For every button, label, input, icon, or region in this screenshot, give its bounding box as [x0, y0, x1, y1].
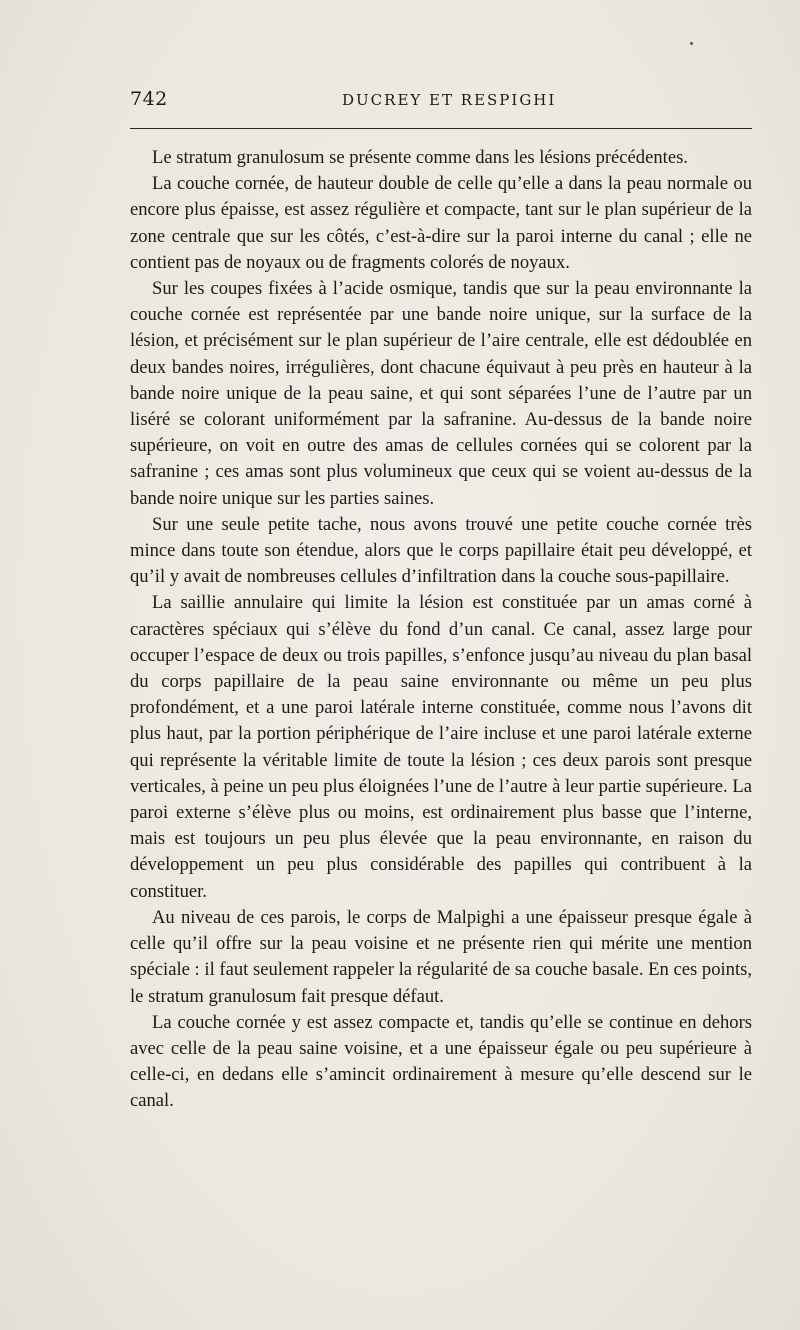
paragraph-2: La couche cornée, de hauteur double de celle qu’elle a dans la peau normale ou encore plus épaisse, est assez régulière et compacte, tant sur le plan supérieur de la zone centrale que sur les côtés, c’est-à-dire sur la paroi interne du canal ; elle ne contient pas de noyaux ou de fragments colorés de noyaux. [130, 173, 752, 273]
running-head [130, 88, 752, 114]
paragraph-7: La couche cornée y est assez compacte et, tandis qu’elle se continue en dehors avec celle de la peau saine voisine, et a une épaisseur égale ou peu supérieure à celle-ci, en dedans elle s’amincit ordinairement à mesure qu’elle descend sur le canal. [130, 1011, 752, 1112]
paper-speck [690, 42, 693, 45]
header-rule [130, 128, 752, 129]
paragraph-4: Sur une seule petite tache, nous avons trouvé une petite couche cornée très mince dans toute son étendue, alors que le corps papillaire était peu développé, et qu’il y avait de nombreuses cellules d’infiltration dans la couche sous-papillaire. [130, 513, 752, 588]
paragraph-6: Au niveau de ces parois, le corps de Malpighi a une épaisseur presque égale à celle qu’il offre sur la peau voisine et ne présente rien qui mérite une mention spéciale : il faut seulement rappeler la régularité de sa couche basale. En ces points, le stratum granulosum fait presque défaut. [130, 906, 752, 1007]
running-title: DUCREY ET RESPIGHI [342, 91, 557, 109]
body-text [130, 145, 752, 1115]
page-number: 742 [130, 88, 168, 110]
paragraph-3: Sur les coupes fixées à l’acide osmique, tandis que sur la peau environnante la couche cornée est représentée par une bande noire unique, sur la surface de la lésion, et précisément sur le plan supérieur de l’aire centrale, elle est dédoublée en deux bandes noires, irrégulières, dont chacune équivaut à peu près en hauteur à la bande noire unique de la peau saine, et qui sont séparées l’une de l’autre par un liséré se colorant uniformément par la safranine. Au-dessus de la bande noire supérieure, on voit en outre des amas de cellules cornées qui se colorent par la safranine ; ces amas sont plus volumineux que ceux qui se voient au-dessus de la bande noire unique sur les parties saines. [130, 278, 752, 509]
paragraph-5: La saillie annulaire qui limite la lésion est constituée par un amas corné à caractères spéciaux qui s’élève du fond d’un canal. Ce canal, assez large pour occuper l’espace de deux ou trois papilles, s’enfonce jusqu’au niveau du plan basal du corps papillaire de la peau saine environnante ou même un peu plus profondément, et a une paroi latérale interne constituée, comme nous l’avons dit plus haut, par la portion périphérique de l’aire incluse et une paroi latérale externe qui représente la véritable limite de toute la lésion ; ces deux parois sont presque verticales, à peine un peu plus éloignées l’une de l’autre à leur partie supérieure. La paroi externe s’élève plus ou moins, est ordinairement plus basse que l’interne, mais est toujours un peu plus élevée que la peau environnante, en raison du développement un peu plus considérable des papilles qui contribuent à la constituer. [130, 592, 752, 902]
paragraph-1: Le stratum granulosum se présente comme dans les lésions précédentes. [152, 147, 688, 168]
